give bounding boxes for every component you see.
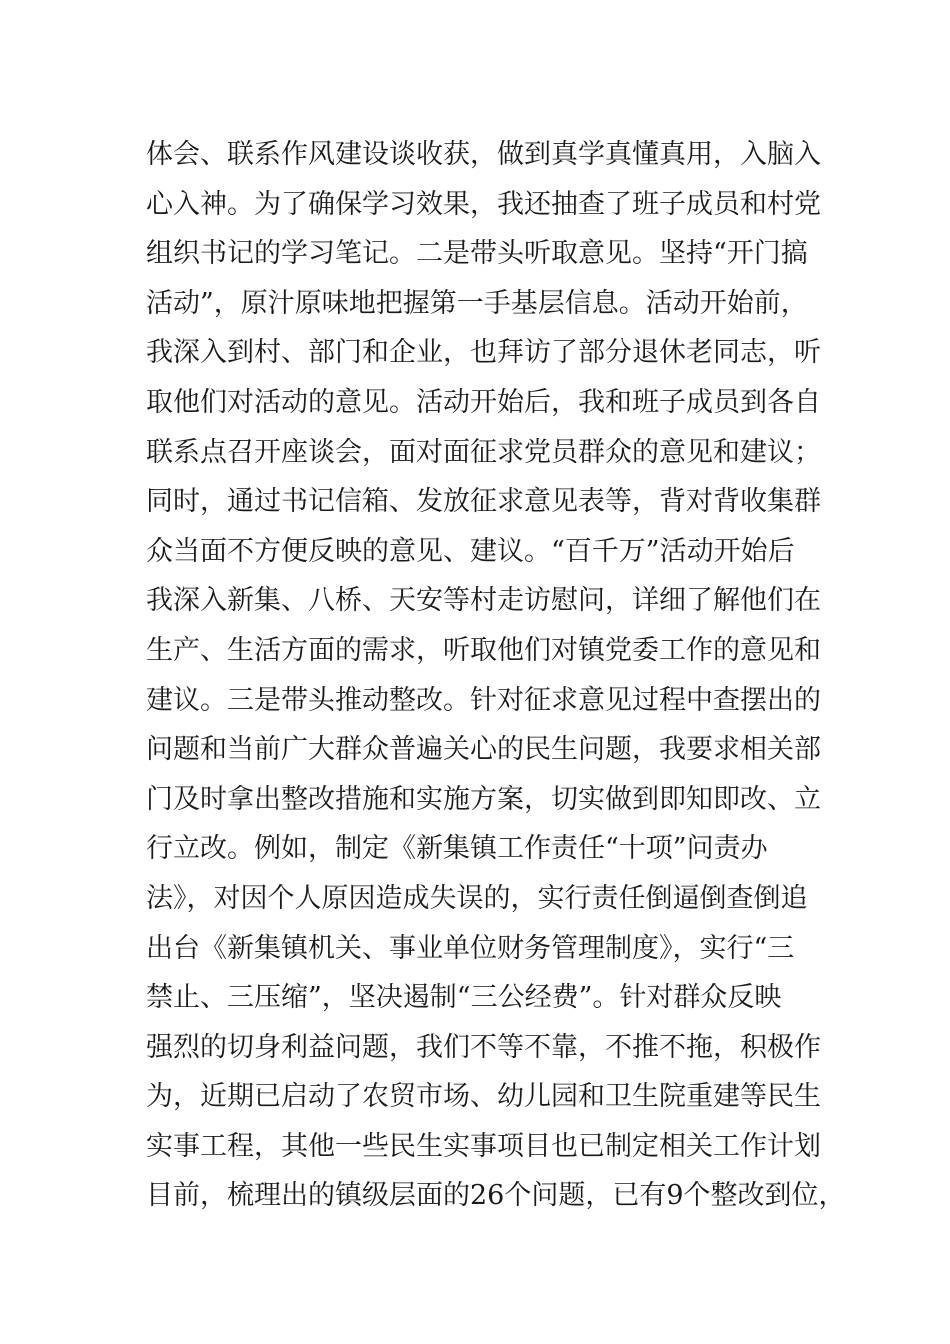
text-line: 心入神。为了确保学习效果，我还抽查了班子成员和村党 <box>146 188 821 220</box>
text-line: 建议。三是带头推动整改。针对征求意见过程中查摆出的 <box>146 684 821 716</box>
text-line: 活动”，原汁原味地把握第一手基层信息。活动开始前， <box>146 287 808 319</box>
text-line: 生产、生活方面的需求，听取他们对镇党委工作的意见和 <box>146 634 821 666</box>
text-line: 体会、联系作风建设谈收获，做到真学真懂真用，入脑入 <box>146 139 821 170</box>
text-line: 我深入到村、部门和企业，也拜访了部分退休老同志，听 <box>146 337 821 369</box>
body-text <box>146 130 846 1221</box>
text-line: 同时，通过书记信箱、发放征求意见表等，背对背收集群 <box>146 486 821 518</box>
text-line: 我深入新集、八桥、天安等村走访慰问，详细了解他们在 <box>146 585 821 617</box>
text-line: 实事工程，其他一些民生实事项目也已制定相关工作计划 <box>146 1130 821 1162</box>
text-line: 目前，梳理出的镇级层面的26个问题，已有9个整改到位， <box>146 1180 846 1212</box>
text-line: 行立改。例如，制定《新集镇工作责任“十项”问责办 <box>146 833 768 865</box>
text-line: 禁止、三压缩”，坚决遏制“三公经费”。针对群众反映 <box>146 982 782 1014</box>
text-line: 众当面不方便反映的意见、建议。“百千万”活动开始后 <box>146 535 795 567</box>
text-line: 出台《新集镇机关、事业单位财务管理制度》，实行“三 <box>146 932 795 964</box>
text-line: 联系点召开座谈会，面对面征求党员群众的意见和建议； <box>146 436 821 468</box>
text-line: 门及时拿出整改措施和实施方案，切实做到即知即改、立 <box>146 783 821 815</box>
text-line: 为，近期已启动了农贸市场、幼儿园和卫生院重建等民生 <box>146 1081 821 1113</box>
text-line: 组织书记的学习笔记。二是带头听取意见。坚持“开门搞 <box>146 238 808 270</box>
text-line: 取他们对活动的意见。活动开始后，我和班子成员到各自 <box>146 386 821 418</box>
text-line: 强烈的切身利益问题，我们不等不靠，不推不拖，积极作 <box>146 1031 821 1063</box>
text-line: 法》，对因个人原因造成失误的，实行责任倒逼倒查倒追 <box>146 882 808 914</box>
text-line: 问题和当前广大群众普遍关心的民生问题，我要求相关部 <box>146 734 821 766</box>
